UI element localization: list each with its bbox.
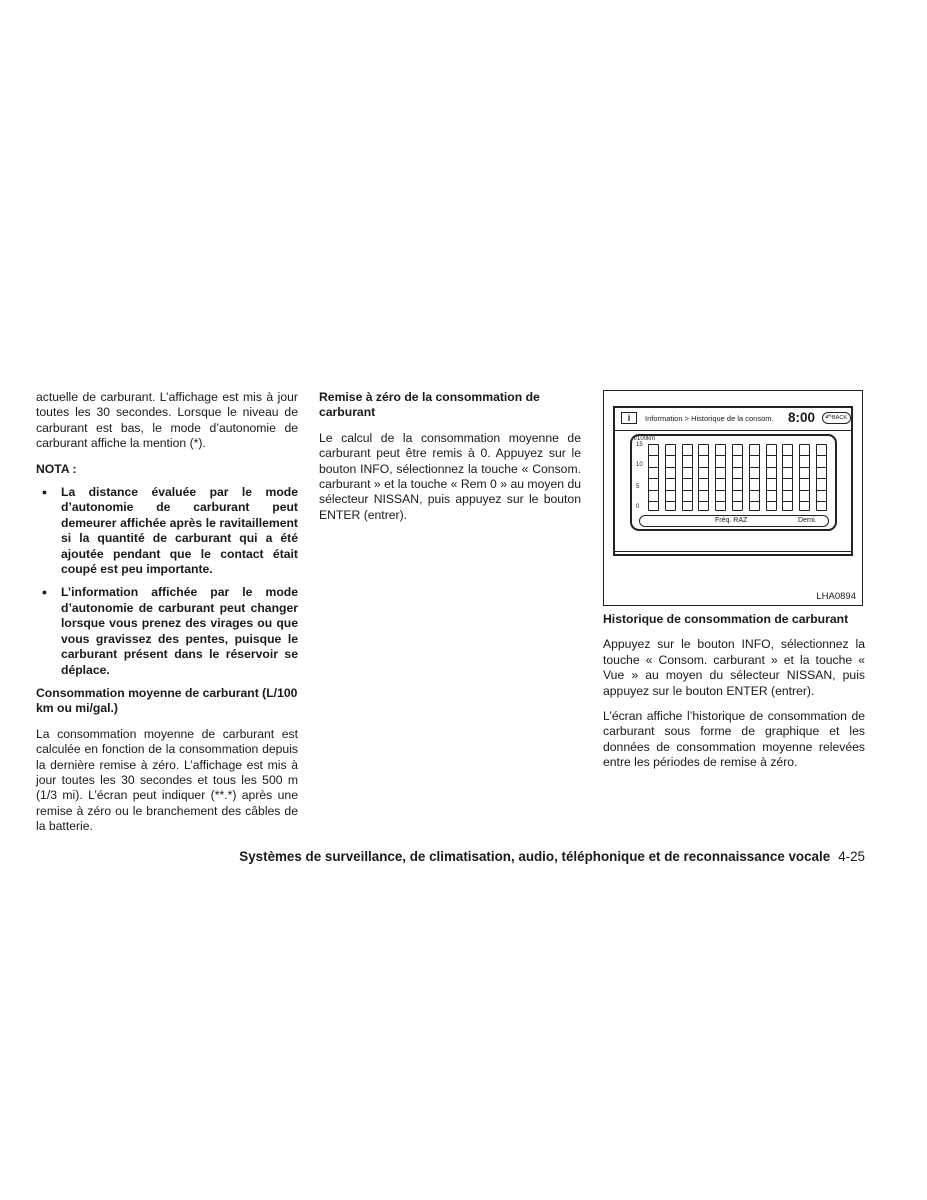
reset-paragraph: Le calcul de la consommation moyenne de carburant peut être remis à 0. Appuyez sur le bouton INFO, sélectionnez la touche « Consom. carburant » et la touche « Rem 0 » au moyen du sélecteur NISSAN, puis appuyez sur le bouton ENTER (entrer). [319, 430, 581, 522]
history-bar [648, 444, 659, 511]
history-bar [732, 444, 743, 511]
y-tick-15: 15 [636, 442, 643, 448]
left-column [36, 390, 298, 835]
history-paragraph-2: L’écran affiche l’historique de consommation de carburant sous forme de graphique et les données de consommation moyenne relevées entre les périodes de remise à zéro. [603, 709, 865, 770]
history-bar [665, 444, 676, 511]
screen-breadcrumb: Information > Historique de la consom. [645, 414, 774, 423]
page-number: 4-25 [838, 849, 865, 864]
nota-list [36, 485, 298, 678]
last-button[interactable]: Derni. [798, 517, 817, 524]
y-tick-5: 5 [636, 484, 640, 490]
avg-consumption-heading: Consommation moyenne de carburant (L/100 km ou mi/gal.) [36, 685, 298, 716]
reset-frequency-button[interactable]: Fréq. RAZ [715, 517, 748, 524]
history-bar [782, 444, 793, 511]
history-bar [682, 444, 693, 511]
avg-consumption-paragraph: La consommation moyenne de carburant est calculée en fonction de la consommation depuis la dernière remise à zéro. L’affichage est mis à jour toutes les 30 secondes et tous les 500 m (1/3 mi). L’écran peut indiquer (**.*) après une remise à zéro ou le branchement des câbles de la batterie. [36, 726, 298, 834]
chapter-title: Systèmes de surveillance, de climatisation, audio, téléphonique et de reconnaissance vocale [239, 849, 831, 864]
screen-clock: 8:00 [788, 410, 816, 425]
back-arrow-icon: ↶ [825, 413, 832, 422]
nota-title: NOTA : [36, 461, 77, 476]
intro-paragraph: actuelle de carburant. L’affichage est mis à jour toutes les 30 secondes. Lorsque le niveau de carburant est bas, le mode d’autonomie de carburant affiche la mention (*). [36, 390, 298, 451]
history-bar [766, 444, 777, 511]
history-bar [749, 444, 760, 511]
history-paragraph-1: Appuyez sur le bouton INFO, sélectionnez la touche « Consom. carburant » et la touche « Vue » au moyen du sélecteur NISSAN, puis appuyez sur le bouton ENTER (entrer). [603, 637, 865, 698]
bullet-icon: • [42, 484, 47, 501]
back-button[interactable]: ↶ BACK [822, 412, 851, 424]
list-item: • L’information affichée par le mode d’autonomie de carburant peut changer lorsque vous prenez des virages ou que vous gravissez des pentes, puisque le carburant présent dans le réservoir se déplace. [42, 584, 298, 677]
figure-code: LHA0894 [816, 591, 856, 602]
history-bar [799, 444, 810, 511]
page-footer [160, 849, 865, 865]
history-heading: Historique de consommation de carburant [603, 612, 849, 626]
unit-label: l/100km [634, 436, 656, 442]
screen-divider [615, 551, 851, 552]
history-bar [698, 444, 709, 511]
history-bar [816, 444, 827, 511]
info-icon: i [621, 412, 637, 424]
history-bar [715, 444, 726, 511]
screen-header [615, 408, 851, 431]
y-tick-10: 10 [636, 462, 643, 468]
list-item: • La distance évaluée par le mode d’autonomie de carburant peut demeurer affichée après le ravitaillement si la quantité de carburant qui a été ajoutée pendant que le contact était coupé est peu importante. [42, 484, 298, 577]
y-tick-0: 0 [636, 504, 640, 510]
screen-figure [603, 390, 863, 606]
bullet-icon: • [42, 584, 47, 601]
right-column [603, 390, 865, 771]
middle-column [319, 390, 581, 523]
display-screen [613, 406, 853, 556]
reset-heading: Remise à zéro de la consommation de carburant [319, 390, 540, 420]
